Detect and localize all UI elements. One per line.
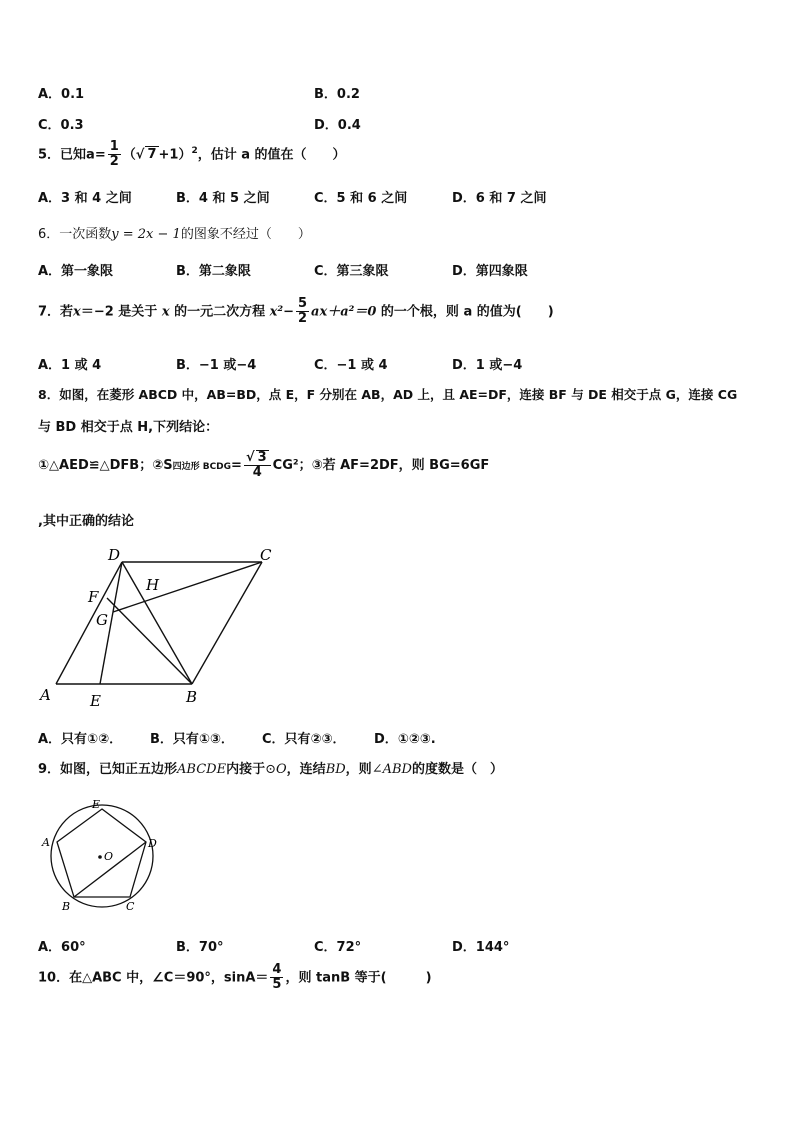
label-c: C xyxy=(126,900,135,913)
q10-stem xyxy=(38,963,432,993)
q9-mid: 内接于 xyxy=(226,762,266,777)
q10-prefix: 10．在△ABC 中，∠C＝90°，sinA＝ xyxy=(38,970,269,986)
q8-option-a[interactable]: A．只有①②． xyxy=(38,732,123,747)
q6-formula: y = 2x − 1 xyxy=(111,227,181,242)
q9-option-c[interactable]: C．72° xyxy=(314,940,362,955)
q9-pentagon: ABCDE xyxy=(177,762,227,777)
q9-prefix: 9．如图，已知正五边形 xyxy=(38,762,178,777)
q7-option-d[interactable]: D．1 或−4 xyxy=(452,358,523,373)
center-point xyxy=(98,855,102,859)
q5-stem xyxy=(38,140,346,170)
q9-suffix: 的度数是（ ） xyxy=(411,762,503,777)
q5-option-d[interactable]: D．6 和 7 之间 xyxy=(452,191,547,206)
q7-x: x xyxy=(73,304,81,320)
q8-frac-den: 4 xyxy=(252,465,262,481)
label-d: D xyxy=(108,546,121,564)
q6-option-a[interactable]: A．第一象限 xyxy=(38,264,114,279)
q7-frac-num: 5 xyxy=(298,296,308,311)
q8-conclusions xyxy=(38,450,489,481)
q8-c-sub: 四边形 BCDG xyxy=(172,461,232,472)
q8-option-b[interactable]: B．只有①③． xyxy=(150,732,234,747)
q8-option-d[interactable]: D．①②③. xyxy=(374,732,436,747)
q5-paren-open: （ xyxy=(122,147,136,163)
q9-pentagon-figure xyxy=(36,796,166,916)
q8-line2: 与 BD 相交于点 H,下列结论： xyxy=(38,420,219,435)
q9-circle: ⊙O xyxy=(265,762,287,777)
q6-suffix: 的图象不经过（ ） xyxy=(180,227,311,242)
q4-option-d[interactable]: D．0.4 xyxy=(314,118,361,133)
q5-frac-den: 2 xyxy=(109,154,119,170)
edge-ad xyxy=(56,562,122,684)
q4-option-b[interactable]: B．0.2 xyxy=(314,87,360,102)
label-e: E xyxy=(90,692,101,710)
label-o: O xyxy=(104,850,114,863)
q7-option-b[interactable]: B．−1 或−4 xyxy=(176,358,257,373)
q7-option-a[interactable]: A．1 或 4 xyxy=(38,358,102,373)
q8-c2: CG²；③若 AF=2DF，则 BG=6GF xyxy=(272,457,490,473)
q8-c1: ①△AED≌△DFB；②S xyxy=(38,457,173,473)
q5-square: 2 xyxy=(191,145,198,156)
q9-bd: BD xyxy=(325,762,346,777)
q8-rhombus-figure xyxy=(36,540,286,712)
q9-stem xyxy=(38,758,503,777)
q7-xvar: x xyxy=(161,304,170,320)
q10-fraction xyxy=(270,963,283,993)
label-g: G xyxy=(96,611,108,629)
label-e: E xyxy=(92,798,101,811)
q4-option-c[interactable]: C．0.3 xyxy=(38,118,84,133)
q5-option-b[interactable]: B．4 和 5 之间 xyxy=(176,191,270,206)
q8-option-c[interactable]: C．只有②③． xyxy=(262,732,346,747)
q7-fraction xyxy=(296,297,309,327)
segment-cg xyxy=(113,562,262,612)
q9-option-b[interactable]: B．70° xyxy=(176,940,224,955)
q5-frac-num: 1 xyxy=(109,139,119,154)
q7-stem xyxy=(38,297,554,327)
q6-option-b[interactable]: B．第二象限 xyxy=(176,264,251,279)
q8-c-eq: = xyxy=(231,457,242,473)
q9-mid2: ，连结 xyxy=(286,762,326,777)
q9-option-d[interactable]: D．144° xyxy=(452,940,510,955)
q7-eq-rest: ax＋a²＝0 xyxy=(311,304,377,320)
q6-option-c[interactable]: C．第三象限 xyxy=(314,264,389,279)
label-h: H xyxy=(146,576,160,594)
q10-frac-den: 5 xyxy=(272,977,282,993)
sqrt-symbol: √ xyxy=(245,450,255,465)
sqrt-symbol: √ xyxy=(135,147,145,163)
q9-mid3: ，则 xyxy=(345,762,372,777)
label-b: B xyxy=(186,688,198,706)
q10-frac-num: 4 xyxy=(272,962,282,977)
q8-fraction xyxy=(244,450,271,481)
q5-option-c[interactable]: C．5 和 6 之间 xyxy=(314,191,408,206)
q9-option-a[interactable]: A．60° xyxy=(38,940,86,955)
q4-option-a[interactable]: A．0.1 xyxy=(38,87,85,102)
q5-prefix: 5．已知a= xyxy=(38,147,106,163)
label-d: D xyxy=(148,837,157,850)
edge-cb xyxy=(192,562,262,684)
q8-line1: 8．如图，在菱形 ABCD 中，AB=BD，点 E，F 分别在 AB，AD 上，且 AE=DF，连接 BF 与 DE 相交于点 G，连接 CG xyxy=(38,387,738,402)
q9-angle: ∠ABD xyxy=(371,762,412,777)
q7-option-c[interactable]: C．−1 或 4 xyxy=(314,358,388,373)
q10-suffix: ，则 tanB 等于( ) xyxy=(285,970,432,986)
label-c: C xyxy=(260,546,272,564)
q7-frac-den: 2 xyxy=(298,311,308,327)
q6-option-d[interactable]: D．第四象限 xyxy=(452,264,528,279)
q7-mid: 的一元二次方程 xyxy=(174,304,266,320)
q7-cond: ＝−2 是关于 xyxy=(80,304,158,320)
q6-stem xyxy=(38,223,311,242)
q5-suffix: ，估计 a 的值在（ ） xyxy=(197,147,346,163)
label-a: A xyxy=(42,836,50,849)
q5-option-a[interactable]: A．3 和 4 之间 xyxy=(38,191,132,206)
q8-frac-num: √ 3 xyxy=(244,450,271,466)
q5-fraction xyxy=(108,140,121,170)
q7-prefix: 7．若 xyxy=(38,304,74,320)
label-b: B xyxy=(62,900,71,913)
circle-o xyxy=(51,805,153,907)
label-a: A xyxy=(40,686,51,704)
q5-sqrt-value: 7 xyxy=(147,147,157,163)
q5-plus-one: +1） xyxy=(158,147,192,163)
q8-line4: ,其中正确的结论 xyxy=(38,514,134,529)
q7-eq-x2: x²− xyxy=(269,304,294,320)
label-f: F xyxy=(88,588,99,606)
q6-prefix: 6．一次函数 xyxy=(38,227,112,242)
q7-suffix: 的一个根，则 a 的值为( ) xyxy=(380,304,554,320)
